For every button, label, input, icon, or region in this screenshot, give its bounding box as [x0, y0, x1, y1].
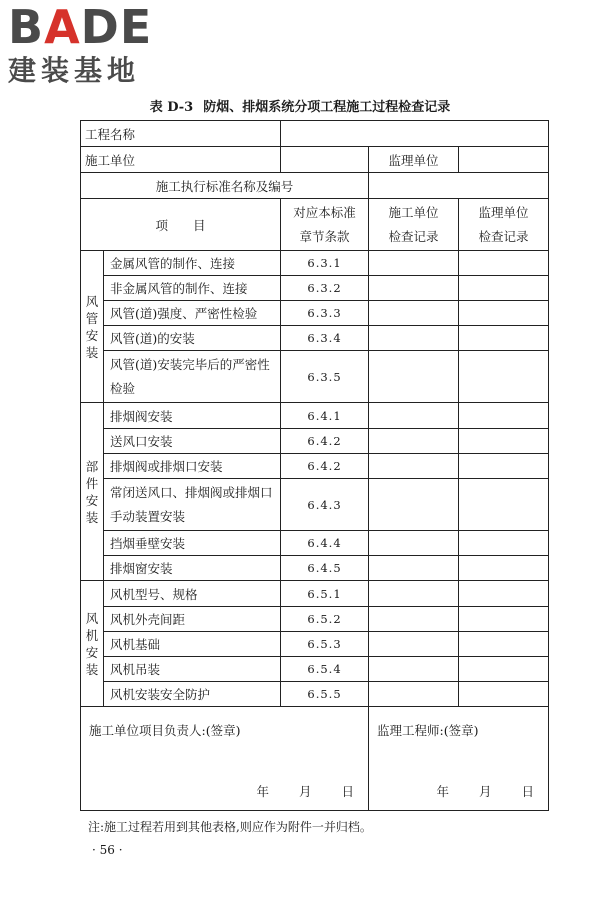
table-row [81, 403, 549, 429]
logo-wordmark [8, 0, 153, 54]
construction-record-cell [369, 251, 459, 276]
project-name-value [281, 121, 549, 147]
table-row [81, 632, 549, 657]
table-row [81, 479, 549, 531]
signature-row [81, 707, 549, 811]
item-cell: 风机基础 [104, 632, 281, 657]
supervision-signature-cell [369, 707, 549, 811]
clause-cell: 6.4.3 [281, 479, 369, 531]
supervision-record-header: 监理单位 检查记录 [459, 199, 549, 251]
construction-record-cell [369, 682, 459, 707]
page-number: · 56 · [92, 843, 123, 857]
table-title [0, 96, 600, 115]
item-cell: 送风口安装 [104, 429, 281, 454]
clause-cell: 6.3.2 [281, 276, 369, 301]
supervision-record-cell [459, 632, 549, 657]
table-row [81, 301, 549, 326]
construction-record-cell [369, 556, 459, 581]
logo-letter-accent: A [44, 0, 81, 54]
table-row [81, 326, 549, 351]
clause-cell: 6.4.4 [281, 531, 369, 556]
construction-unit-value [281, 147, 369, 173]
clause-cell: 6.5.4 [281, 657, 369, 682]
clause-cell: 6.3.5 [281, 351, 369, 403]
supervision-unit-value [459, 147, 549, 173]
item-cell: 风管(道)安装完毕后的严密性检验 [104, 351, 281, 403]
table-row [81, 276, 549, 301]
construction-record-cell [369, 326, 459, 351]
clause-cell: 6.4.1 [281, 403, 369, 429]
table-row [81, 556, 549, 581]
item-cell: 排烟阀安装 [104, 403, 281, 429]
construction-record-cell [369, 351, 459, 403]
table-number: 表 D-3 [149, 100, 194, 115]
supervision-record-cell [459, 531, 549, 556]
supervision-record-cell [459, 326, 549, 351]
clause-cell: 6.4.2 [281, 454, 369, 479]
group-label-duct: 风 管 安 装 [81, 251, 104, 403]
construction-record-cell [369, 301, 459, 326]
table-row [81, 531, 549, 556]
supervision-record-cell [459, 251, 549, 276]
supervision-record-cell [459, 682, 549, 707]
item-cell: 风管(道)强度、严密性检验 [104, 301, 281, 326]
item-header: 项 目 [81, 199, 281, 251]
table-row [81, 607, 549, 632]
item-cell: 金属风管的制作、连接 [104, 251, 281, 276]
logo-letter: E [119, 0, 153, 54]
supervision-signature-date: 年 月 日 [436, 784, 535, 799]
construction-record-cell [369, 454, 459, 479]
item-cell: 风机型号、规格 [104, 581, 281, 607]
clause-cell: 6.3.4 [281, 326, 369, 351]
column-header-row [81, 199, 549, 251]
clause-cell: 6.4.5 [281, 556, 369, 581]
supervision-record-cell [459, 479, 549, 531]
logo-subtitle: 建装基地 [8, 54, 141, 87]
item-cell: 排烟阀或排烟口安装 [104, 454, 281, 479]
clause-cell: 6.5.3 [281, 632, 369, 657]
item-cell: 常闭送风口、排烟阀或排烟口手动装置安装 [104, 479, 281, 531]
logo [8, 0, 176, 92]
construction-signature-label: 施工单位项目负责人:(签章) [89, 723, 241, 738]
supervision-record-cell [459, 301, 549, 326]
construction-record-cell [369, 657, 459, 682]
item-cell: 风机外壳间距 [104, 607, 281, 632]
group-label-fan: 风 机 安 装 [81, 581, 104, 707]
clause-header: 对应本标准 章节条款 [281, 199, 369, 251]
construction-record-cell [369, 581, 459, 607]
supervision-record-cell [459, 607, 549, 632]
table-row [81, 657, 549, 682]
header-row-standard [81, 173, 549, 199]
supervision-record-cell [459, 581, 549, 607]
supervision-unit-label: 监理单位 [369, 147, 459, 173]
supervision-record-cell [459, 276, 549, 301]
construction-record-cell [369, 632, 459, 657]
table-title-text: 防烟、排烟系统分项工程施工过程检查记录 [203, 100, 451, 115]
header-row-project [81, 121, 549, 147]
item-cell: 风管(道)的安装 [104, 326, 281, 351]
project-name-label: 工程名称 [81, 121, 281, 147]
table-row [81, 581, 549, 607]
clause-cell: 6.3.1 [281, 251, 369, 276]
clause-cell: 6.5.1 [281, 581, 369, 607]
supervision-record-cell [459, 657, 549, 682]
construction-record-cell [369, 479, 459, 531]
construction-record-cell [369, 403, 459, 429]
clause-cell: 6.4.2 [281, 429, 369, 454]
supervision-record-cell [459, 429, 549, 454]
table-row [81, 454, 549, 479]
supervision-signature-label: 监理工程师:(签章) [377, 723, 479, 738]
construction-record-cell [369, 607, 459, 632]
construction-signature-date: 年 月 日 [256, 784, 355, 799]
item-cell: 挡烟垂壁安装 [104, 531, 281, 556]
supervision-record-cell [459, 556, 549, 581]
supervision-record-cell [459, 351, 549, 403]
supervision-record-cell [459, 454, 549, 479]
table-row [81, 682, 549, 707]
clause-cell: 6.5.2 [281, 607, 369, 632]
item-cell: 风机吊装 [104, 657, 281, 682]
table-row [81, 351, 549, 403]
item-cell: 非金属风管的制作、连接 [104, 276, 281, 301]
construction-record-cell [369, 429, 459, 454]
logo-letter: B [8, 0, 45, 54]
standard-value [369, 173, 549, 199]
header-row-units [81, 147, 549, 173]
table-row [81, 251, 549, 276]
construction-signature-cell [81, 707, 369, 811]
logo-letter: D [80, 0, 120, 54]
supervision-record-cell [459, 403, 549, 429]
construction-unit-label: 施工单位 [81, 147, 281, 173]
group-label-components: 部 件 安 装 [81, 403, 104, 581]
clause-cell: 6.3.3 [281, 301, 369, 326]
construction-record-cell [369, 276, 459, 301]
footnote: 注:施工过程若用到其他表格,则应作为附件一并归档。 [88, 820, 372, 834]
construction-record-header: 施工单位 检查记录 [369, 199, 459, 251]
clause-cell: 6.5.5 [281, 682, 369, 707]
construction-record-cell [369, 531, 459, 556]
standard-label: 施工执行标准名称及编号 [81, 173, 369, 199]
item-cell: 排烟窗安装 [104, 556, 281, 581]
item-cell: 风机安装安全防护 [104, 682, 281, 707]
table-row [81, 429, 549, 454]
inspection-record-table [80, 120, 549, 811]
